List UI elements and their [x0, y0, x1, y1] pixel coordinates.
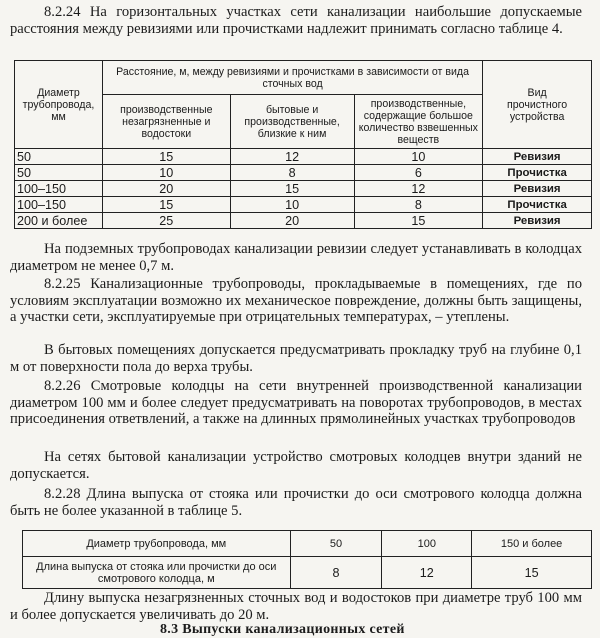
cell-value: 150 и более	[472, 531, 592, 557]
cell-value: 100	[382, 531, 472, 557]
cell-value: 12	[382, 557, 472, 589]
cell-value: 15	[230, 181, 354, 197]
cell-value: 10	[354, 149, 483, 165]
header-diameter: Диаметр трубопровода, мм	[15, 61, 103, 149]
cell-diameter: 50	[15, 149, 103, 165]
cell-device: Ревизия	[483, 181, 592, 197]
cell-value: 8	[354, 197, 483, 213]
table-row	[15, 165, 592, 181]
table-row	[15, 181, 592, 197]
table-row	[23, 557, 592, 589]
cell-diameter: 50	[15, 165, 103, 181]
cell-diameter: 100–150	[15, 181, 103, 197]
paragraph-8-2-25: 8.2.25 Канализационные трубопроводы, прокладываемые в помещениях, где по условиям эксплуатации возможно их механическое повреждение, должны быть защищены, а участки сети, эксплуатируемые при отрицательных температурах, – утеплены.	[10, 276, 582, 326]
cell-value: 12	[354, 181, 483, 197]
cell-value: 15	[354, 213, 483, 229]
header-domestic: бытовые и производственные, близкие к ним	[230, 95, 354, 149]
cell-value: 6	[354, 165, 483, 181]
section-heading-cut: 8.3 Выпуски канализационных сетей	[160, 622, 405, 637]
table-4	[14, 60, 592, 229]
cell-value: 25	[102, 213, 230, 229]
cell-value: 20	[102, 181, 230, 197]
table-row	[15, 213, 592, 229]
paragraph-domestic-network: На сетях бытовой канализации устройство смотровых колодцев внутри зданий не допускается.	[10, 449, 582, 482]
cell-device: Ревизия	[483, 213, 592, 229]
cell-label: Длина выпуска от стояка или прочистки до оси смотрового колодца, м	[23, 557, 291, 589]
table-row	[23, 531, 592, 557]
cell-device: Прочистка	[483, 165, 592, 181]
cell-value: 10	[230, 197, 354, 213]
header-industrial-suspended: производственные, содержащие большое количество взвешенных веществ	[354, 95, 483, 149]
cell-value: 15	[102, 149, 230, 165]
paragraph-8-2-24: 8.2.24 На горизонтальных участках сети канализации наибольшие допускаемые расстояния между ревизиями или прочистками надлежит принимать согласно таблице 4.	[10, 4, 582, 37]
cell-label: Диаметр трубопровода, мм	[23, 531, 291, 557]
cell-value: 20	[230, 213, 354, 229]
cell-diameter: 200 и более	[15, 213, 103, 229]
cell-device: Прочистка	[483, 197, 592, 213]
header-distance-group: Расстояние, м, между ревизиями и прочистками в зависимости от вида сточных вод	[102, 61, 482, 95]
cell-value: 10	[102, 165, 230, 181]
paragraph-8-2-28: 8.2.28 Длина выпуска от стояка или прочистки до оси смотрового колодца должна быть не более указанной в таблице 5.	[10, 486, 582, 519]
table-row	[15, 197, 592, 213]
paragraph-outlet-length: Длину выпуска незагрязненных сточных вод и водостоков при диаметре труб 100 мм и более допускается увеличивать до 20 м.	[10, 590, 582, 623]
cell-diameter: 100–150	[15, 197, 103, 213]
cell-device: Ревизия	[483, 149, 592, 165]
cell-value: 8	[290, 557, 382, 589]
cell-value: 15	[102, 197, 230, 213]
cell-value: 15	[472, 557, 592, 589]
paragraph-8-2-26: 8.2.26 Смотровые колодцы на сети внутренней производственной канализации диаметром 100 мм и более следует предусматривать на поворотах трубопроводов, в местах присоединения ответвлений, а также на длинных прямолинейных участках трубопроводов	[10, 378, 582, 428]
cell-value: 50	[290, 531, 382, 557]
header-industrial-clean: производственные незагрязненные и водостоки	[102, 95, 230, 149]
table-5	[22, 530, 592, 589]
header-device-type: Вид прочистного устройства	[483, 61, 592, 149]
paragraph-underground: На подземных трубопроводах канализации ревизии следует устанавливать в колодцах диаметром не менее 0,7 м.	[10, 241, 582, 274]
cell-value: 12	[230, 149, 354, 165]
paragraph-household: В бытовых помещениях допускается предусматривать прокладку труб на глубине 0,1 м от поверхности пола до верха трубы.	[10, 342, 582, 375]
cell-value: 8	[230, 165, 354, 181]
table-row	[15, 149, 592, 165]
